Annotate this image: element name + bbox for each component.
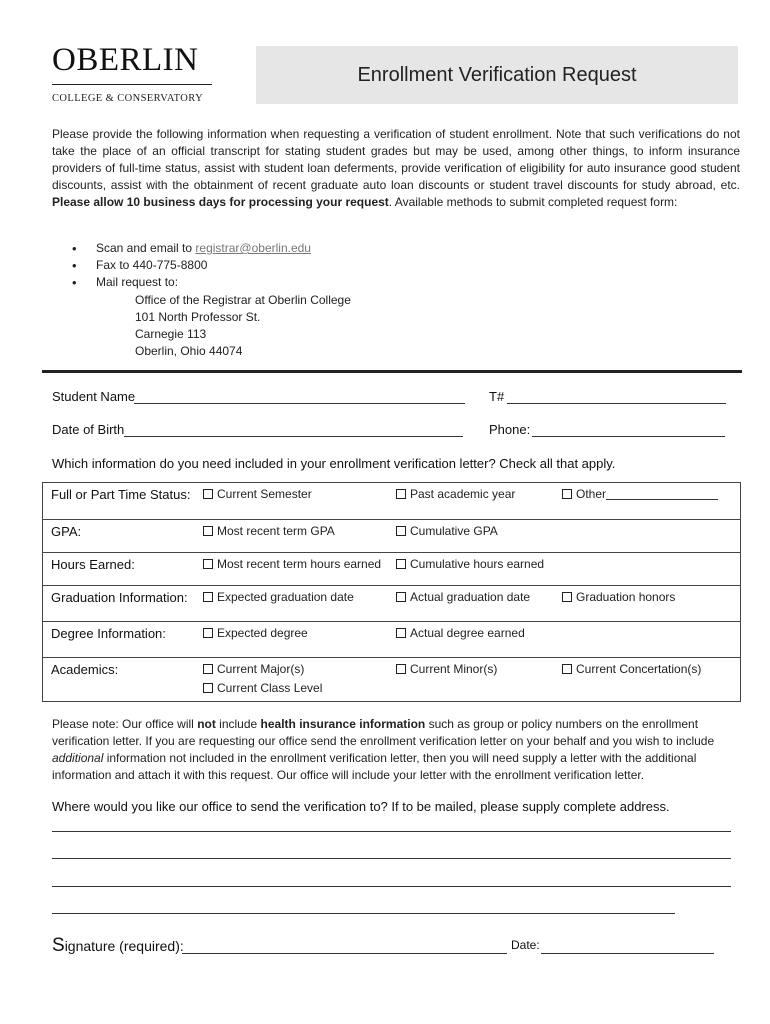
option-row <box>43 622 741 658</box>
empty-cell <box>562 520 741 553</box>
option-label: Past academic year <box>410 487 516 501</box>
address-line: Office of the Registrar at Oberlin College <box>135 293 351 307</box>
student-name-label: Student Name <box>52 389 136 404</box>
address-line-2-field[interactable] <box>52 858 731 859</box>
row-label: GPA: <box>43 520 204 553</box>
academics-cell <box>203 658 396 702</box>
date-of-birth-label: Date of Birth <box>52 422 125 437</box>
option-label: Most recent term GPA <box>217 524 335 538</box>
empty-cell <box>562 622 741 658</box>
note-paragraph <box>52 716 740 784</box>
checkbox-expected-graduation[interactable] <box>203 586 396 622</box>
section-divider <box>42 370 742 373</box>
checkbox-icon[interactable] <box>203 559 213 569</box>
option-row <box>43 520 741 553</box>
checkbox-icon[interactable] <box>562 592 572 602</box>
option-row <box>43 483 741 520</box>
row-label: Academics: <box>43 658 204 702</box>
checkbox-icon[interactable] <box>203 489 213 499</box>
option-label: Cumulative hours earned <box>410 557 545 571</box>
option-label: Actual graduation date <box>410 590 531 604</box>
form-title: Enrollment Verification Request <box>357 63 637 86</box>
checkbox-icon[interactable] <box>203 683 213 693</box>
option-row <box>43 586 741 622</box>
row-label: Full or Part Time Status: <box>43 483 204 520</box>
note-text: Please note: Our office will <box>52 717 198 731</box>
checkbox-past-academic-year[interactable] <box>396 483 562 520</box>
checkbox-expected-degree[interactable] <box>203 622 396 658</box>
option-label: Actual degree earned <box>410 626 525 640</box>
date-label: Date: <box>511 938 540 952</box>
note-bold: not <box>197 717 216 731</box>
note-text: information not included in the enrollment verification letter, then you will need supply a letter with the additional information and attach it with this request. Our office will include your letter with the enrollment verification letter. <box>52 751 697 782</box>
logo-divider <box>52 84 212 85</box>
address-line: 101 North Professor St. <box>135 310 261 324</box>
address-line: Oberlin, Ohio 44074 <box>135 344 243 358</box>
checkbox-icon[interactable] <box>396 628 406 638</box>
other-field[interactable] <box>606 499 718 500</box>
option-label: Other <box>576 487 607 501</box>
checkbox-icon[interactable] <box>396 489 406 499</box>
address-question: Where would you like our office to send the verification to? If to be mailed, please supply complete address. <box>52 799 670 814</box>
address-line-1-field[interactable] <box>52 831 731 832</box>
checkbox-icon[interactable] <box>396 559 406 569</box>
phone-label: Phone: <box>489 422 531 437</box>
signature-initial: S <box>52 935 65 956</box>
mailing-address <box>135 292 351 360</box>
checkbox-recent-term-hours[interactable] <box>203 553 396 586</box>
phone-field[interactable] <box>532 436 725 437</box>
option-label: Graduation honors <box>576 590 676 604</box>
logo-subtitle: COLLEGE & CONSERVATORY <box>52 93 204 104</box>
information-options-table <box>42 482 741 702</box>
intro-paragraph <box>52 126 740 211</box>
checkbox-icon[interactable] <box>396 526 406 536</box>
intro-text: Please provide the following information when requesting a verification of student enrollment. Note that such verifications do not take the place of an official transcript for stating student grades but may be used, among other things, to inform insurance providers of full-time status, assist with student loan deferments, provide verification of eligibility for auto insurance good student discounts, assist with the obtainment of recent graduate auto loan discounts or student travel discounts for study abroad, etc. <box>52 127 740 192</box>
checkbox-graduation-honors[interactable] <box>562 586 741 622</box>
checkbox-cumulative-hours[interactable] <box>396 553 562 586</box>
checkbox-icon[interactable] <box>203 628 213 638</box>
option-label: Cumulative GPA <box>410 524 498 538</box>
method-email-label: Scan and email to <box>96 241 196 255</box>
student-name-field[interactable] <box>134 403 465 404</box>
checkbox-icon[interactable] <box>562 664 572 674</box>
checkbox-other[interactable] <box>562 483 741 520</box>
checkbox-icon[interactable] <box>203 664 213 674</box>
option-label: Expected degree <box>217 626 308 640</box>
intro-bold-notice: Please allow 10 business days for processing your request <box>52 195 389 209</box>
signature-label <box>52 935 184 957</box>
option-label: Expected graduation date <box>217 590 354 604</box>
checkbox-cumulative-gpa[interactable] <box>396 520 562 553</box>
row-label: Graduation Information: <box>43 586 204 622</box>
intro-text-end: . Available methods to submit completed request form: <box>388 195 678 209</box>
option-label: Most recent term hours earned <box>217 557 382 571</box>
note-bold: health insurance information <box>260 717 426 731</box>
checkbox-recent-term-gpa[interactable] <box>203 520 396 553</box>
option-row <box>43 658 741 702</box>
form-title-box <box>256 46 738 104</box>
address-line-4-field[interactable] <box>52 913 675 914</box>
checkbox-icon[interactable] <box>396 664 406 674</box>
option-label: Current Minor(s) <box>410 662 498 676</box>
date-of-birth-field[interactable] <box>124 436 463 437</box>
option-label: Current Class Level <box>217 681 323 695</box>
address-line-3-field[interactable] <box>52 886 731 887</box>
checkbox-actual-graduation[interactable] <box>396 586 562 622</box>
checkbox-current-minor[interactable] <box>396 658 562 702</box>
address-line: Carnegie 113 <box>135 327 207 341</box>
option-label: Current Concertation(s) <box>576 662 702 676</box>
note-italic: additional <box>52 751 104 765</box>
checkbox-current-class-level[interactable] <box>203 681 396 695</box>
submission-methods-list <box>72 240 311 291</box>
method-email <box>72 240 311 257</box>
option-label: Current Semester <box>217 487 312 501</box>
checkbox-current-major[interactable] <box>203 662 396 676</box>
email-link[interactable]: registrar@oberlin.edu <box>195 241 311 255</box>
row-label: Hours Earned: <box>43 553 204 586</box>
information-question: Which information do you need included in your enrollment verification letter? Check all that apply. <box>52 456 616 471</box>
row-label: Degree Information: <box>43 622 204 658</box>
method-fax: • Fax to 440-775-8800 <box>72 257 311 274</box>
logo-title: OBERLIN <box>52 42 199 78</box>
checkbox-icon[interactable] <box>203 592 213 602</box>
empty-cell <box>562 553 741 586</box>
t-number-label: T# <box>489 389 505 404</box>
method-mail: • Mail request to: <box>72 274 311 291</box>
checkbox-current-concentration[interactable] <box>562 658 741 702</box>
option-row <box>43 553 741 586</box>
checkbox-current-semester[interactable] <box>203 483 396 520</box>
note-text: such as group or policy numbers on the enrollment verification letter. If you are requesting our office send the enrollment verification letter on your behalf and you wish to include <box>52 717 715 748</box>
signature-field[interactable] <box>182 953 507 954</box>
checkbox-icon[interactable] <box>562 489 572 499</box>
option-label: Current Major(s) <box>217 662 305 676</box>
checkbox-actual-degree[interactable] <box>396 622 562 658</box>
date-field[interactable] <box>541 953 714 954</box>
note-text: include <box>215 717 261 731</box>
checkbox-icon[interactable] <box>396 592 406 602</box>
checkbox-icon[interactable] <box>203 526 213 536</box>
signature-text: ignature (required): <box>64 938 184 954</box>
t-number-field[interactable] <box>507 403 726 404</box>
